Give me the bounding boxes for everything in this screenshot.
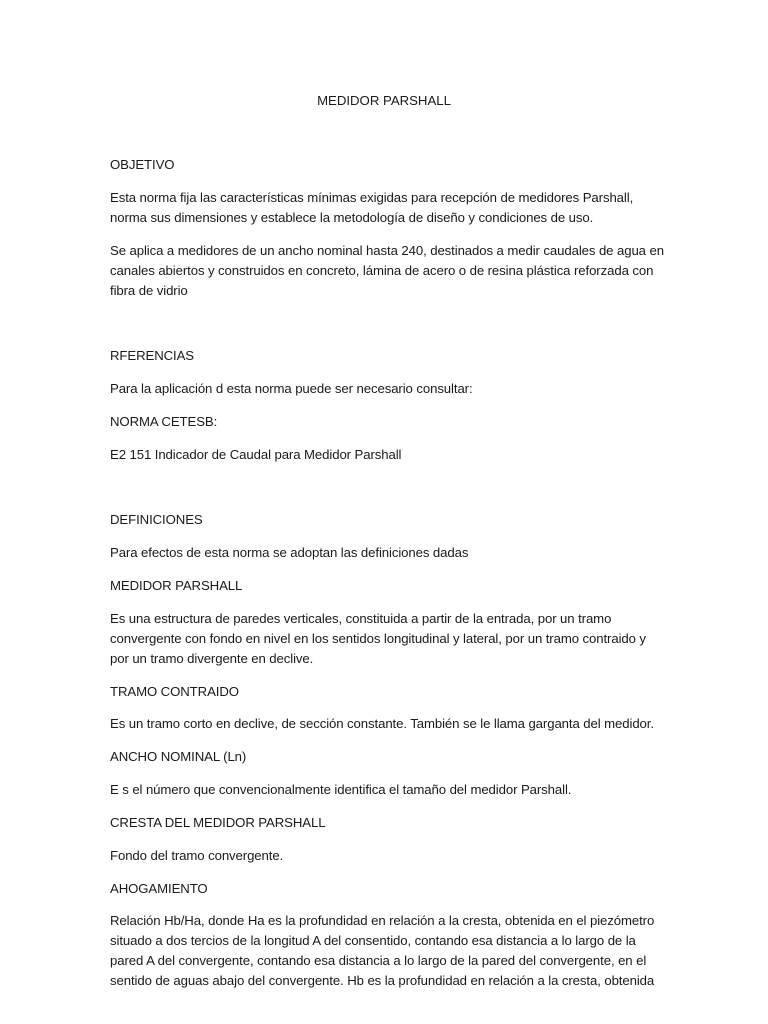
- paragraph-line: Fondo del tramo convergente.: [110, 848, 284, 863]
- subheading-norma: NORMA CETESB:: [110, 414, 218, 429]
- paragraph-line: Es una estructura de paredes verticales, constituida a partir de la entrada, por un tramo: [110, 611, 612, 626]
- paragraph-line: norma sus dimensiones y establece la metodología de diseño y condiciones de uso.: [110, 210, 594, 225]
- paragraph-line: E s el número que convencionalmente identifica el tamaño del medidor Parshall.: [110, 782, 572, 797]
- paragraph-line: Para la aplicación d esta norma puede ser necesario consultar:: [110, 381, 473, 396]
- document-title: MEDIDOR PARSHALL: [317, 93, 451, 108]
- definition-heading: MEDIDOR PARSHALL: [110, 578, 243, 593]
- paragraph-line: convergente con fondo en nivel en los sentidos longitudinal y lateral, por un tramo contraido y: [110, 631, 646, 646]
- section-heading-referencias: RFERENCIAS: [110, 348, 194, 363]
- paragraph-line: Relación Hb/Ha, donde Ha es la profundidad en relación a la cresta, obtenida en el piezómetro: [110, 913, 655, 928]
- paragraph-line: Se aplica a medidores de un ancho nominal hasta 240, destinados a medir caudales de agua en: [110, 243, 664, 258]
- paragraph-line: por un tramo divergente en declive.: [110, 651, 314, 666]
- paragraph-line: sentido de aguas abajo del convergente. Hb es la profundidad en relación a la cresta, obtenida: [110, 973, 655, 988]
- section-heading-definiciones: DEFINICIONES: [110, 512, 203, 527]
- paragraph-line: Para efectos de esta norma se adoptan las definiciones dadas: [110, 545, 469, 560]
- paragraph-line: canales abiertos y construidos en concreto, lámina de acero o de resina plástica reforzada con: [110, 263, 654, 278]
- definition-heading: TRAMO CONTRAIDO: [110, 684, 239, 699]
- definition-heading: AHOGAMIENTO: [110, 881, 208, 896]
- paragraph-line: Es un tramo corto en declive, de sección constante. También se le llama garganta del medidor.: [110, 716, 654, 731]
- definition-heading: ANCHO NOMINAL (Ln): [110, 749, 247, 764]
- paragraph-line: Esta norma fija las características mínimas exigidas para recepción de medidores Parshall,: [110, 190, 634, 205]
- paragraph-line: pared A del convergente, contando esa distancia a lo largo de la pared del convergente, en el: [110, 953, 647, 968]
- paragraph-line: fibra de vidrio: [110, 283, 188, 298]
- section-heading-objetivo: OBJETIVO: [110, 157, 175, 172]
- definition-heading: CRESTA DEL MEDIDOR PARSHALL: [110, 815, 326, 830]
- paragraph-line: situado a dos tercios de la longitud A del consentido, contando esa distancia a lo largo de la: [110, 933, 636, 948]
- reference-item: E2 151 Indicador de Caudal para Medidor Parshall: [110, 447, 402, 462]
